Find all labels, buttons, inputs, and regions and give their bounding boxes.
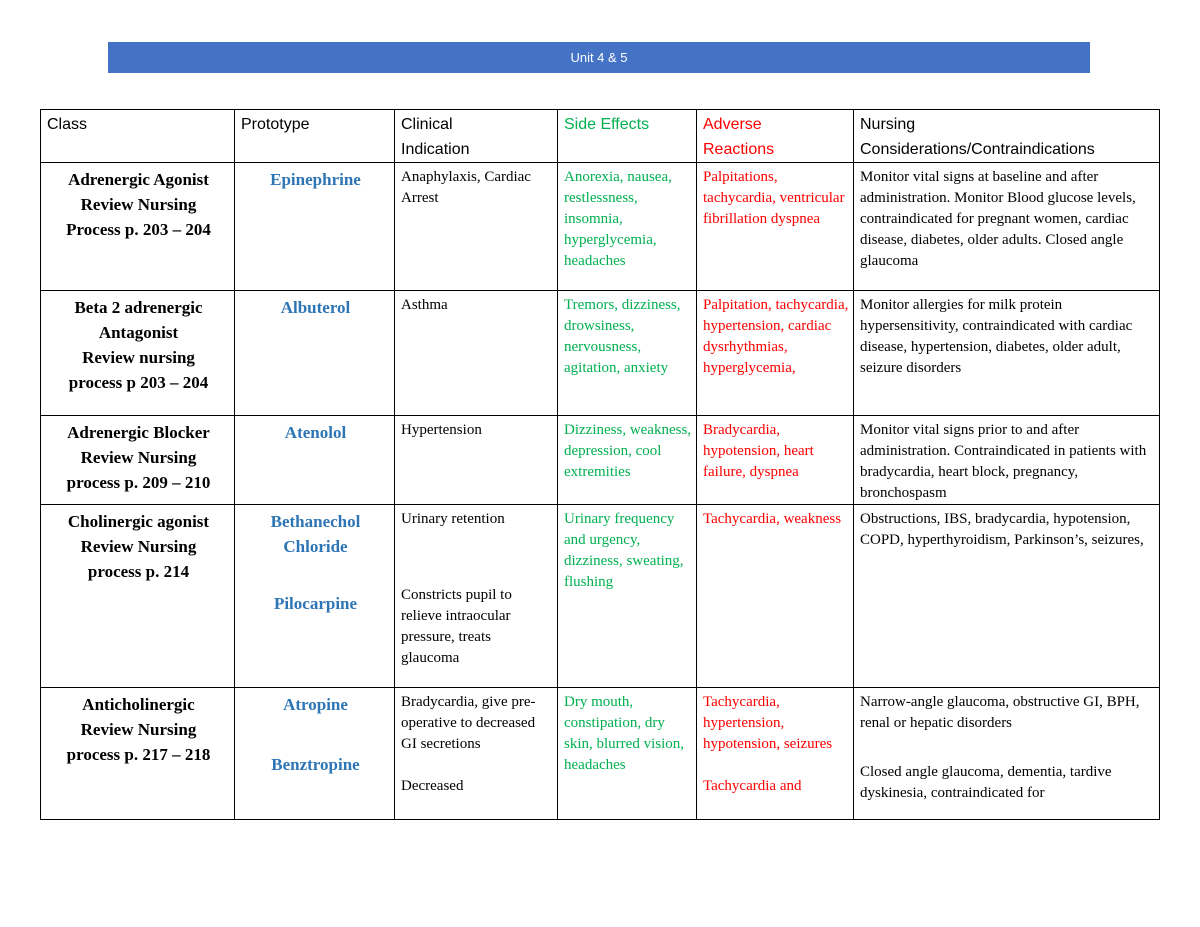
- header-adverse-reactions: Adverse Reactions: [697, 110, 854, 163]
- prototype-cell: Albuterol: [235, 291, 395, 416]
- header-prototype: Prototype: [235, 110, 395, 163]
- side-effects-cell: Urinary frequency and urgency, dizziness, sweating, flushing: [558, 505, 697, 688]
- adverse-text: Tachycardia, hypertension, hypotension, seizures: [703, 694, 833, 752]
- nursing-cell: Obstructions, IBS, bradycardia, hypotension, COPD, hyperthyroidism, Parkinson’s, seizures,: [854, 505, 1160, 688]
- indication-text-secondary: Constricts pupil to relieve intraocular pressure, treats glaucoma: [401, 587, 512, 666]
- nursing-cell: Monitor allergies for milk protein hypersensitivity, contraindicated with cardiac disease, hypertension, diabetes, older adult, seizure disorders: [854, 291, 1160, 416]
- prototype-cell: [235, 505, 395, 688]
- indication-cell: Hypertension: [395, 416, 558, 505]
- adverse-reactions-cell: Tachycardia, weakness: [697, 505, 854, 688]
- indication-text: Bradycardia, give pre-operative to decreased GI secretions: [401, 694, 536, 752]
- side-effects-cell: Tremors, dizziness, drowsiness, nervousness, agitation, anxiety: [558, 291, 697, 416]
- side-effects-cell: Dizziness, weakness, depression, cool extremities: [558, 416, 697, 505]
- class-cell: Anticholinergic Review Nursing process p. 217 – 218: [41, 688, 235, 820]
- class-cell: Beta 2 adrenergic Antagonist Review nursing process p 203 – 204: [41, 291, 235, 416]
- prototype-name: Bethanechol: [270, 512, 361, 531]
- prototype-cell: Atenolol: [235, 416, 395, 505]
- page-header-banner: [108, 42, 1090, 73]
- header-class: Class: [41, 110, 235, 163]
- table-row: [41, 688, 1160, 820]
- adverse-reactions-cell: Palpitation, tachycardia, hypertension, cardiac dysrhythmias, hyperglycemia,: [697, 291, 854, 416]
- side-effects-cell: Dry mouth, constipation, dry skin, blurred vision, headaches: [558, 688, 697, 820]
- drug-table: [40, 109, 1160, 820]
- nursing-text-secondary: Closed angle glaucoma, dementia, tardive dyskinesia, contraindicated for: [860, 764, 1112, 801]
- class-cell: Adrenergic Agonist Review Nursing Process p. 203 – 204: [41, 163, 235, 291]
- prototype-name: Chloride: [283, 537, 348, 556]
- header-clinical-indication: Clinical Indication: [395, 110, 558, 163]
- nursing-cell: Monitor vital signs prior to and after administration. Contraindicated in patients with bradycardia, heart block, pregnancy, bronchospasm: [854, 416, 1160, 505]
- indication-text-secondary: Decreased: [401, 778, 464, 794]
- nursing-cell: [854, 688, 1160, 820]
- side-effects-cell: Anorexia, nausea, restlessness, insomnia, hyperglycemia, headaches: [558, 163, 697, 291]
- indication-cell: Anaphylaxis, Cardiac Arrest: [395, 163, 558, 291]
- adverse-reactions-cell: Palpitations, tachycardia, ventricular fibrillation dyspnea: [697, 163, 854, 291]
- indication-text: Urinary retention: [401, 511, 505, 527]
- nursing-cell: Monitor vital signs at baseline and after administration. Monitor Blood glucose levels, contraindicated for pregnant women, cardiac disease, diabetes, older adults. Closed angle glaucoma: [854, 163, 1160, 291]
- prototype-name-secondary: Pilocarpine: [273, 594, 358, 613]
- indication-cell: Asthma: [395, 291, 558, 416]
- table-row: [41, 291, 1160, 416]
- prototype-name-secondary: Benztropine: [271, 755, 360, 774]
- banner-title: Unit 4 & 5: [570, 50, 628, 65]
- indication-cell: [395, 688, 558, 820]
- prototype-name: Atropine: [283, 695, 348, 714]
- adverse-reactions-cell: Bradycardia, hypotension, heart failure, dyspnea: [697, 416, 854, 505]
- adverse-reactions-cell: [697, 688, 854, 820]
- class-cell: Cholinergic agonist Review Nursing process p. 214: [41, 505, 235, 688]
- class-cell: Adrenergic Blocker Review Nursing process p. 209 – 210: [41, 416, 235, 505]
- header-nursing: Nursing Considerations/Contraindications: [854, 110, 1160, 163]
- prototype-cell: [235, 688, 395, 820]
- header-side-effects: Side Effects: [558, 110, 697, 163]
- table-row: [41, 505, 1160, 688]
- prototype-cell: Epinephrine: [235, 163, 395, 291]
- adverse-text-secondary: Tachycardia and: [703, 778, 802, 794]
- indication-cell: [395, 505, 558, 688]
- nursing-text: Narrow-angle glaucoma, obstructive GI, BPH, renal or hepatic disorders: [860, 694, 1140, 731]
- table-header-row: [41, 110, 1160, 163]
- table-row: [41, 163, 1160, 291]
- table-row: [41, 416, 1160, 505]
